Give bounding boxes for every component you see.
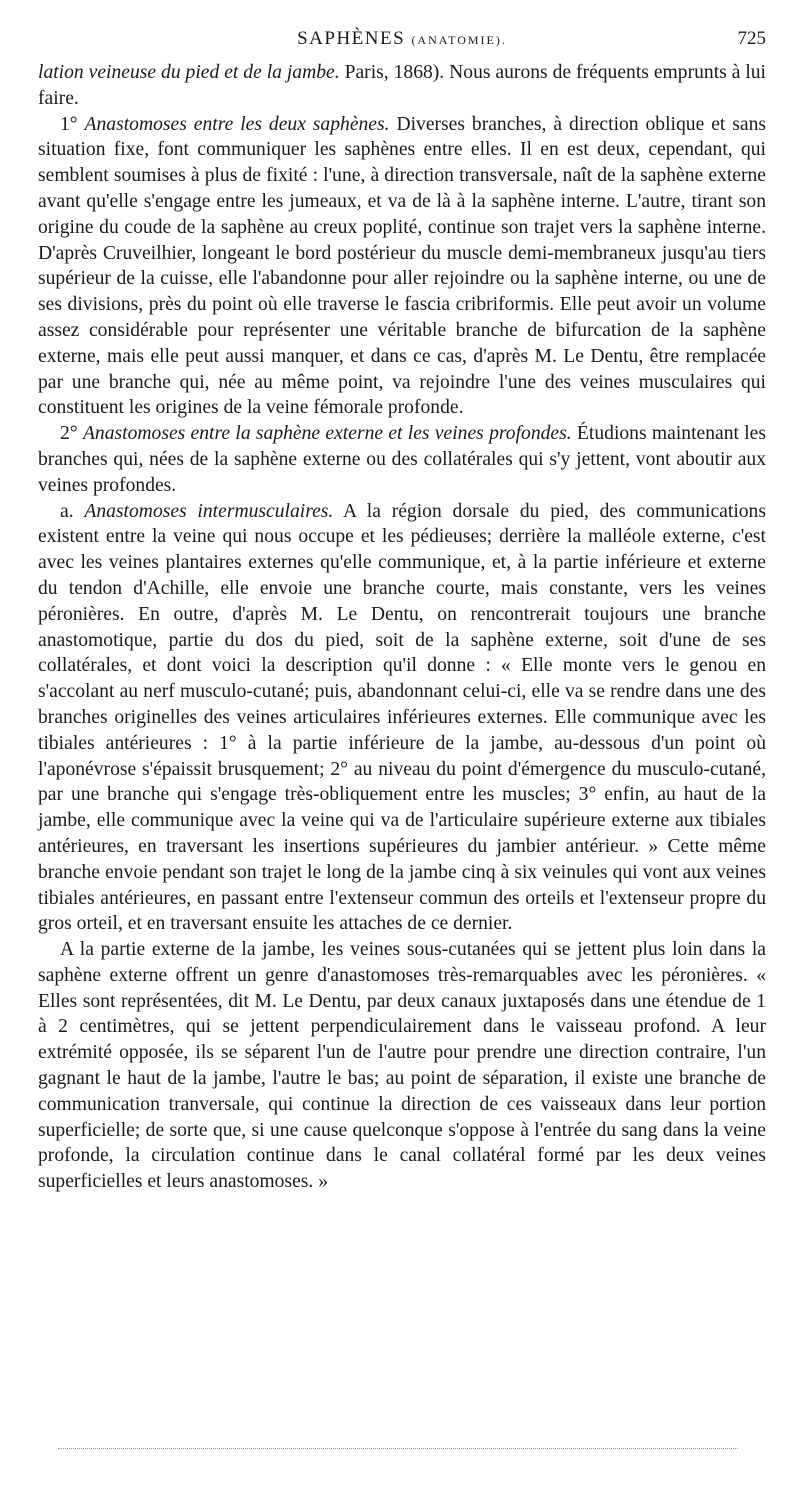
italic-heading-text: Anastomoses intermusculaires. (84, 500, 334, 522)
paragraph-text: Diverses branches, à direction oblique et sans situation fixe, font communiquer les saphènes entre elles. Il en est deux, cependant, qui semblent soumises à plus de fixité : l'une, à direction transversale, naît de la saphène externe avant qu'elle s'engage entre les jumeaux, et va de là à la saphène interne. L'autre, tirant son origine du coude de la saphène au creux poplité, continue son trajet vers la saphène interne. D'après Cruveilhier, longeant le bord postérieur du muscle demi-membraneux jusqu'au tiers supérieur de la cuisse, elle l'abandonne pour aller rejoindre ou la saphène interne, ou une de ses divisions, près du point où elle traverse le fascia cribriformis. Elle peut avoir un volume assez considérable pour représenter une véritable branche de bifurcation de la saphène externe, mais elle peut aussi manquer, et dans ce cas, d'après M. Le Dentu, être remplacée par une branche qui, née au même point, va rejoindre l'une des veines musculaires qui constituent les origines de la veine fémorale profonde. (38, 113, 766, 419)
paragraph-text: a. (60, 500, 85, 522)
paragraph (38, 499, 766, 938)
page-header (38, 28, 766, 58)
paragraph (38, 421, 766, 498)
body-text (38, 60, 766, 1195)
running-head (38, 28, 766, 50)
paragraph-text: Paris, 1868). Nous aurons de fréquents emprunts à lui faire. (38, 62, 766, 109)
paragraph-text: 2° (60, 423, 83, 445)
running-head-title: SAPHÈNES (297, 28, 406, 49)
paragraph (38, 60, 766, 112)
paragraph-text: Étudions maintenant les branches qui, nées de la saphène externe ou des collatérales qui s'y jettent, vont aboutir aux veines profondes. (38, 423, 767, 496)
paragraph (38, 112, 766, 422)
paragraph-text: A la région dorsale du pied, des communications existent entre la veine qui nous occupe et les pédieuses; derrière la malléole externe, c'est avec les veines plantaires externes qu'elle communique, et, à la partie inférieure et externe du tendon d'Achille, elle envoie une branche courte, mais constante, vers les veines péronières. En outre, d'après M. Le Dentu, on rencontrerait toujours une branche anastomotique, partie du dos du pied, soit de la saphène externe, soit d'une de ses collatérales, et dont voici la description qu'il donne : « Elle monte vers le genou en s'accolant au nerf musculo-cutané; puis, abandonnant celui-ci, elle va se rendre dans une des branches originelles des veines articulaires inférieures externes. Elle communique avec les tibiales antérieures : 1° à la partie inférieure de la jambe, au-dessous d'un point où l'aponévrose s'épaissit brusquement; 2° au niveau du point d'émergence du musculo-cutané, par une branche qui s'engage très-obliquement entre les muscles; 3° enfin, au haut de la jambe, elle communique avec la veine qui va de l'articulaire supérieure externe aux tibiales antérieures, en traversant les insertions supérieures du jambier antérieur. » Cette même branche envoie pendant son trajet le long de la jambe cinq à six veinules qui vont aux veines tibiales antérieures, en passant entre l'extenseur commun des orteils et l'extenseur propre du gros orteil, et en traversant ensuite les attaches de ce dernier. (38, 500, 766, 935)
page-number: 725 (737, 28, 766, 49)
italic-heading-text: Anastomoses entre les deux saphènes. (84, 113, 390, 135)
footer-dotted-rule (58, 1448, 738, 1449)
italic-heading-text: Anastomoses entre la saphène externe et les veines profondes. (82, 423, 572, 445)
paragraph (38, 937, 766, 1195)
paragraph-text: A la partie externe de la jambe, les veines sous-cutanées qui se jettent plus loin dans la saphène externe offrent un genre d'anastomoses très-remarquables avec les péronières. « Elles sont représentées, dit M. Le Dentu, par deux canaux juxtaposés dans une étendue de 1 à 2 centimètres, qui se jettent perpendiculairement dans le vaisseau profond. A leur extrémité opposée, ils se séparent l'un de l'autre pour prendre une direction contraire, l'un gagnant le haut de la jambe, l'autre le bas; au point de séparation, il existe une branche de communication tranversale, qui continue la direction de ces vaisseaux dans leur portion superficielle; de sorte que, si une cause quelconque s'oppose à l'entrée du sang dans la veine profonde, la circulation continue dans le canal collatéral formé par les deux veines superficielles et leurs anastomoses. » (38, 939, 766, 1193)
paragraph-text: 1° (60, 113, 85, 135)
italic-heading-text: lation veineuse du pied et de la jambe. (38, 62, 340, 83)
running-head-subtitle: (ANATOMIE). (411, 33, 507, 47)
